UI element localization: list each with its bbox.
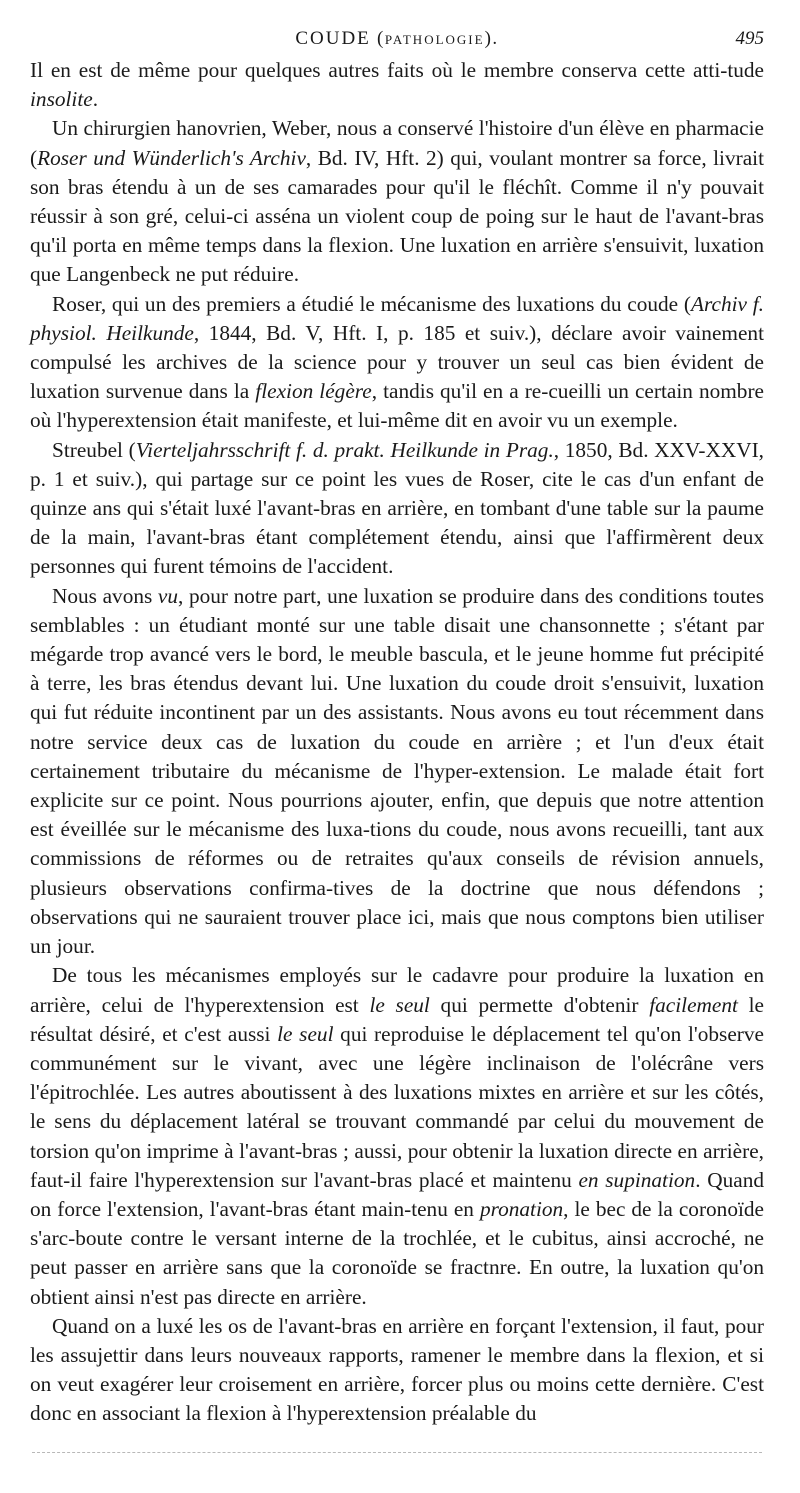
running-head: COUDE (PATHOLOGIE). 495 xyxy=(295,28,764,49)
book-page xyxy=(30,28,764,1429)
paragraph-5: Nous avons vu, pour notre part, une luxation se produire dans des conditions toutes semblables : un étudiant monté sur une table disait une chansonnette ; s'étant par mégarde trop avancé vers le bord, le meuble bascula, et le jeune homme fut précipité à terre, les bras étendus devant lui. Une luxation du coude droit s'ensuivit, luxation qui fut réduite incontinent par un des assistants. Nous avons eu tout récemment dans notre service deux cas de luxation du coude en arrière ; et l'un d'eux était certainement tributaire du mécanisme de l'hyper-extension. Le malade était fort explicite sur ce point. Nous pourrions ajouter, enfin, que depuis que notre attention est éveillée sur le mécanisme des luxa-tions du coude, nous avons recueilli, tant aux commissions de réformes ou de retraites qu'aux conseils de révision annuels, plusieurs observations confirma-tives de la doctrine que nous défendons ; observations qui ne sauraient trouver place ici, mais que nous comptons bien utiliser un jour. xyxy=(30,583,764,959)
page-number: 495 xyxy=(735,28,764,49)
footer-rule xyxy=(32,1452,762,1453)
paragraph-3: Roser, qui un des premiers a étudié le mécanisme des luxations du coude (Archiv f. physiol. Heilkunde, 1844, Bd. V, Hft. I, p. 185 et suiv.), déclare avoir vainement compulsé les archives de la science pour y trouver un seul cas bien évident de luxation survenue dans la flexion légère, tandis qu'il en a re-cueilli un certain nombre où l'hyperextension était manifeste, et lui-même dit en avoir vu un exemple. xyxy=(30,291,764,433)
paragraph-4: Streubel (Vierteljahrsschrift f. d. prakt. Heilkunde in Prag., 1850, Bd. XXV-XXVI, p. 1 et suiv.), qui partage sur ce point les vues de Roser, cite le cas d'un enfant de quinze ans qui s'était luxé l'avant-bras en arrière, en tombant d'une table sur la paume de la main, l'avant-bras étant complétement étendu, ainsi que l'affirmèrent deux personnes qui furent témoins de l'accident. xyxy=(30,437,765,579)
running-section: PATHOLOGIE xyxy=(384,32,485,47)
paragraph-6: De tous les mécanismes employés sur le cadavre pour produire la luxation en arrière, celui de l'hyperextension est le seul qui permette d'obtenir facilement le résultat désiré, et c'est aussi le seul qui reproduise le déplacement tel qu'on l'observe communément sur le vivant, avec une légère inclinaison de l'olécrâne vers l'épitrochlée. Les autres aboutissent à des luxations mixtes en arrière et sur les côtés, le sens du déplacement latéral se trouvant commandé par celui du mouvement de torsion qu'on imprime à l'avant-bras ; aussi, pour obtenir la luxation directe en arrière, faut-il faire l'hyperextension sur l'avant-bras placé et maintenu en supination. Quand on force l'extension, l'avant-bras étant main-tenu en pronation, le bec de la coronoïde s'arc-boute contre le versant interne de la trochlée, et le cubitus, ainsi accroché, ne peut passer en arrière sans que la coronoïde se fractnre. En outre, la luxation qu'on obtient ainsi n'est pas directe en arrière. xyxy=(30,963,765,1309)
paragraph-2: Un chirurgien hanovrien, Weber, nous a conservé l'histoire d'un élève en pharmacie (Roser und Wünderlich's Archiv, Bd. IV, Hft. 2) qui, voulant montrer sa force, livrait son bras étendu à un de ses camarades pour qu'il le fléchît. Comme il n'y pouvait réussir à son gré, celui-ci asséna un violent coup de poing sur le haut de l'avant-bras qu'il porta en même temps dans la flexion. Une luxation en arrière s'ensuivit, luxation que Langenbeck ne put réduire. xyxy=(30,116,764,287)
paragraph-1: Il en est de même pour quelques autres faits où le membre conserva cette atti-tude insolite. xyxy=(30,58,764,112)
paragraph-7: Quand on a luxé les os de l'avant-bras en arrière en forçant l'extension, il faut, pour les assujettir dans leurs nouveaux rapports, ramener le membre dans la flexion, et si on veut exagérer leur croisement en arrière, forcer plus ou moins cette dernière. C'est donc en associant la flexion à l'hyperextension préalable du xyxy=(30,1313,764,1426)
running-title: COUDE xyxy=(295,28,371,49)
